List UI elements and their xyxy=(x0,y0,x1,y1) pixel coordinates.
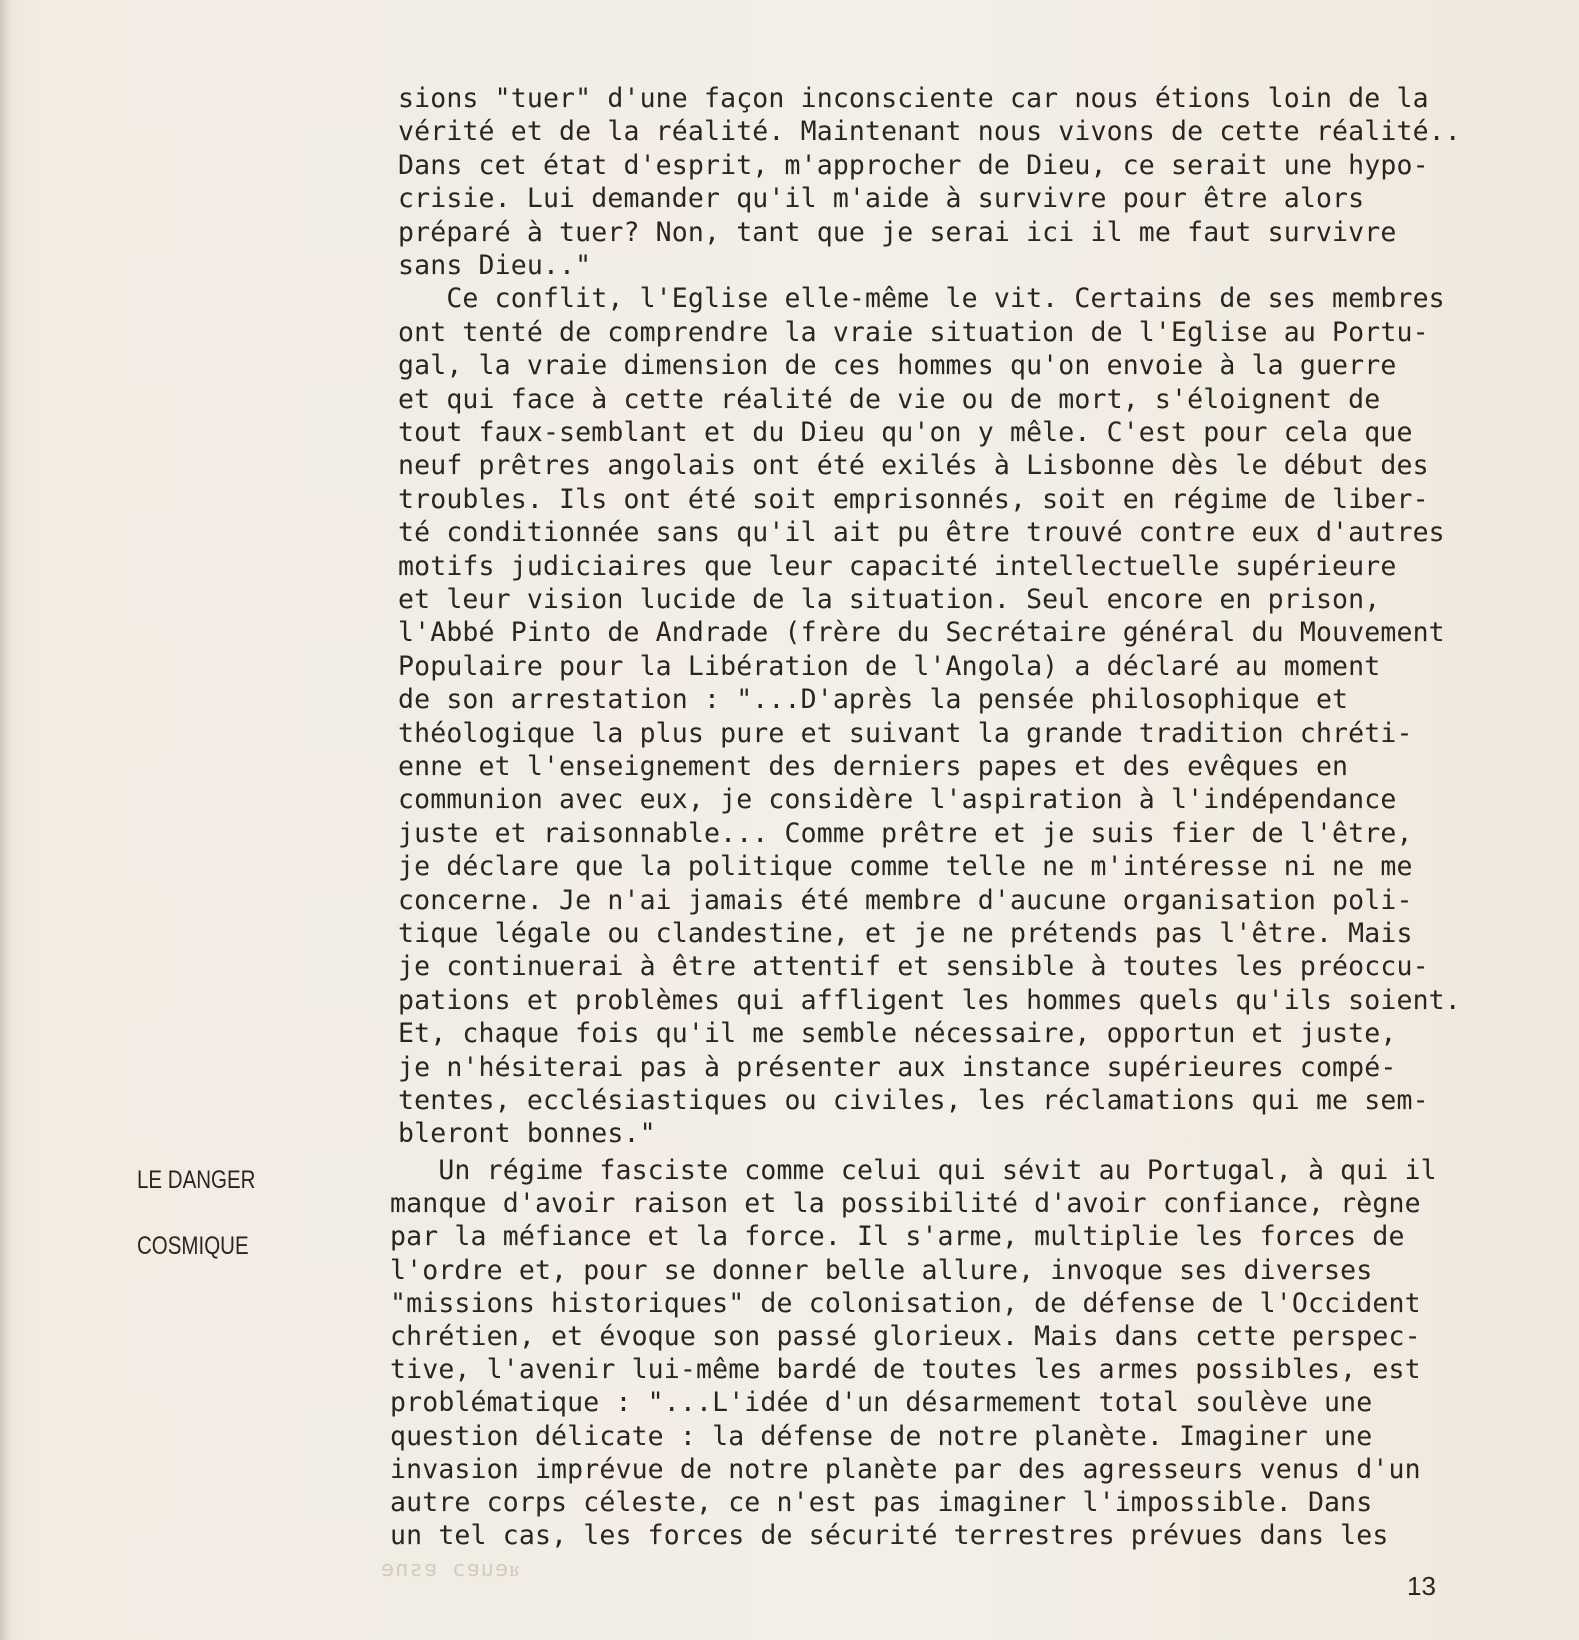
text-line: et leur vision lucide de la situation. Seul encore en prison, xyxy=(398,584,1381,615)
page-binding-edge xyxy=(0,0,10,1640)
text-line: motifs judiciaires que leur capacité intellectuelle supérieure xyxy=(398,550,1397,582)
text-line: troubles. Ils ont été soit emprisonnés, soit en régime de liber- xyxy=(398,483,1429,515)
text-line: gal, la vraie dimension de ces hommes qu'on envoie à la guerre xyxy=(398,350,1397,382)
text-line: tive, l'avenir lui-même bardé de toutes les armes possibles, est xyxy=(390,1354,1421,1386)
text-line: Populaire pour la Libération de l'Angola) a déclaré au moment xyxy=(398,650,1381,682)
text-line: je déclare que la politique comme telle ne m'intéresse ni ne me xyxy=(398,851,1413,883)
text-line: Ce conflit, l'Eglise elle-même le vit. Certains de ses membres xyxy=(398,283,1445,315)
text-line: neuf prêtres angolais ont été exilés à Lisbonne dès le début des xyxy=(398,450,1429,482)
text-line: tique légale ou clandestine, et je ne prétends pas l'être. Mais xyxy=(398,918,1413,949)
text-line: de son arrestation : "...D'après la pensée philosophique et xyxy=(398,684,1349,716)
text-line: tout faux-semblant et du Dieu qu'on y mêle. C'est pour cela que xyxy=(398,417,1413,448)
text-line: autre corps céleste, ce n'est pas imaginer l'impossible. Dans xyxy=(390,1487,1373,1518)
text-line: sans Dieu.." xyxy=(398,250,592,281)
text-line: je n'hésiterai pas à présenter aux instance supérieures compé- xyxy=(398,1051,1397,1083)
text-line: vérité et de la réalité. Maintenant nous vivons de cette réalité.. xyxy=(398,116,1461,148)
text-line: chrétien, et évoque son passé glorieux. Mais dans cette perspec- xyxy=(390,1321,1421,1352)
margin-note-cosmique: COSMIQUE xyxy=(137,1232,249,1260)
text-line: l'Abbé Pinto de Andrade (frère du Secrétaire général du Mouvement xyxy=(398,617,1445,649)
text-line: enne et l'enseignement des derniers papes et des evêques en xyxy=(398,751,1349,782)
text-line: Et, chaque fois qu'il me semble nécessaire, opportun et juste, xyxy=(398,1018,1397,1050)
text-line: crisie. Lui demander qu'il m'aide à survivre pour être alors xyxy=(398,183,1365,215)
text-line: invasion imprévue de notre planète par des agresseurs venus d'un xyxy=(390,1453,1421,1485)
text-line: té conditionnée sans qu'il ait pu être trouvé contre eux d'autres xyxy=(398,517,1445,549)
text-line: Dans cet état d'esprit, m'approcher de Dieu, ce serait une hypo- xyxy=(398,149,1429,181)
text-line: et qui face à cette réalité de vie ou de mort, s'éloignent de xyxy=(398,383,1381,415)
margin-note-le-danger: LE DANGER xyxy=(137,1166,256,1194)
text-line: un tel cas, les forces de sécurité terrestres prévues dans les xyxy=(390,1520,1389,1552)
text-line: préparé à tuer? Non, tant que je serai ici il me faut survivre xyxy=(398,216,1397,248)
text-line: par la méfiance et la force. Il s'arme, multiplie les forces de xyxy=(390,1221,1405,1253)
text-line: je continuerai à être attentif et sensible à toutes les préoccu- xyxy=(398,951,1429,983)
text-line: pations et problèmes qui affligent les hommes quels qu'ils soient. xyxy=(398,984,1461,1016)
text-line: question délicate : la défense de notre planète. Imaginer une xyxy=(390,1420,1373,1452)
text-line: "missions historiques" de colonisation, de défense de l'Occident xyxy=(390,1287,1421,1319)
text-line: ont tenté de comprendre la vraie situation de l'Eglise au Portu- xyxy=(398,316,1429,348)
bleed-through-stamp: ᴚeuɐɔ ɐsne xyxy=(380,1557,520,1582)
text-line: tentes, ecclésiastiques ou civiles, les réclamations qui me sem- xyxy=(398,1085,1429,1116)
text-line: l'ordre et, pour se donner belle allure, invoque ses diverses xyxy=(390,1254,1373,1286)
text-line: bleront bonnes." xyxy=(398,1118,656,1150)
text-line: Un régime fasciste comme celui qui sévit au Portugal, à qui il xyxy=(390,1155,1437,1186)
page-number: 13 xyxy=(1407,1571,1436,1601)
text-line: manque d'avoir raison et la possibilité d'avoir confiance, règne xyxy=(390,1188,1421,1220)
text-line: théologique la plus pure et suivant la grande tradition chréti- xyxy=(398,717,1413,749)
text-line: communion avec eux, je considère l'aspiration à l'indépendance xyxy=(398,784,1397,816)
text-line: juste et raisonnable... Comme prêtre et je suis fier de l'être, xyxy=(398,817,1413,849)
text-line: problématique : "...L'idée d'un désarmement total soulève une xyxy=(390,1387,1373,1419)
text-line: concerne. Je n'ai jamais été membre d'aucune organisation poli- xyxy=(398,884,1413,916)
text-line: sions "tuer" d'une façon inconsciente car nous étions loin de la xyxy=(398,83,1429,114)
